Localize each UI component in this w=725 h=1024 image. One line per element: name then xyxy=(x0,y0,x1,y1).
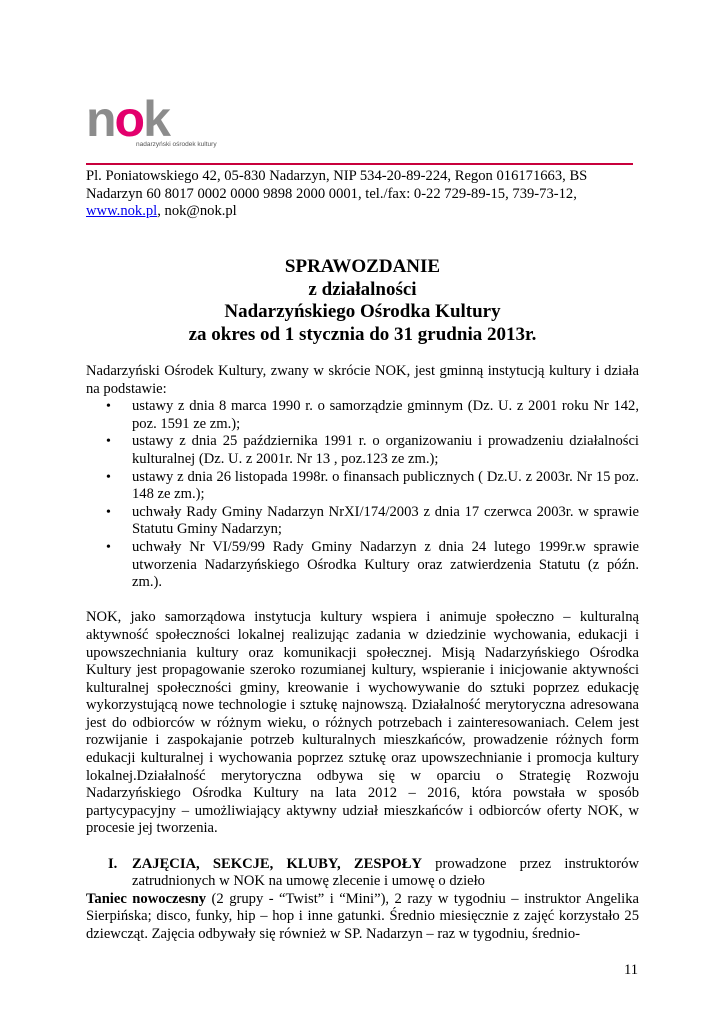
header-divider xyxy=(86,163,633,165)
legal-basis-list xyxy=(86,398,639,592)
website-link[interactable]: www.nok.pl xyxy=(86,203,158,220)
document-body xyxy=(86,363,639,944)
list-item xyxy=(86,539,639,592)
list-item-text: ustawy z dnia 26 listopada 1998r. o finansach publicznych ( Dz.U. z 2003r. Nr 15 poz. 148 ze zm.); xyxy=(132,468,639,503)
dance-label: Taniec nowoczesny xyxy=(86,890,207,907)
intro-paragraph: Nadarzyński Ośrodek Kultury, zwany w skrócie NOK, jest gminną instytucją kultury i działa na podstawie: xyxy=(86,363,639,397)
address-line-2: Nadarzyn 60 8017 0002 0000 9898 2000 0001, tel./fax: 0-22 729-89-15, 739-73-12, xyxy=(86,185,577,202)
page-number: 11 xyxy=(623,962,638,978)
logo-letter-k: k xyxy=(143,91,169,147)
dance-text: (2 grupy - “Twist” i “Mini”), 2 razy w tygodniu – instruktor Angelika Sierpińska; disco, funky, hip – hop i inne gatunki. Średnio miesięcznie z zajęć korzystało 25 dziewcząt. Zajęcia odbywały się również w SP. Nadarzyn – raz w tygodniu, średnio- xyxy=(86,890,639,942)
email-text: , nok@nok.pl xyxy=(157,203,237,220)
logo-subtitle: nadarzyński ośrodek kultury xyxy=(136,141,217,148)
section-heading xyxy=(86,856,639,891)
section-subtitle: prowadzone przez instruktorów zatrudnionych w NOK na umowę zlecenie i umowę o dzieło xyxy=(132,855,639,890)
title-line-2: z działalności xyxy=(308,278,417,300)
section-title: ZAJĘCIA, SEKCJE, KLUBY, ZESPOŁY xyxy=(132,855,422,872)
document-title xyxy=(86,256,639,346)
title-line-1: SPRAWOZDANIE xyxy=(284,256,441,277)
address-line-1: Pl. Poniatowskiego 42, 05-830 Nadarzyn, NIP 534-20-89-224, Regon 016171663, BS xyxy=(86,168,588,184)
logo-wordmark xyxy=(86,91,169,147)
address-block xyxy=(86,168,639,221)
bullet-icon: • xyxy=(106,539,111,555)
bullet-icon: • xyxy=(106,434,111,450)
list-item-text: ustawy z dnia 25 października 1991 r. o organizowaniu i prowadzeniu działalności kulturalnej (Dz. U. z 2001r. Nr 13 , poz.123 ze zm.); xyxy=(132,433,639,467)
bullet-icon: • xyxy=(106,399,111,415)
logo-letter-o: o xyxy=(114,91,144,147)
list-item xyxy=(86,433,639,468)
list-item-text: uchwały Rady Gminy Nadarzyn NrXI/174/2003 z dnia 17 czerwca 2003r. w sprawie Statutu Gminy Nadarzyn; xyxy=(132,503,639,538)
list-item-text: ustawy z dnia 8 marca 1990 r. o samorządzie gminnym (Dz. U. z 2001 roku Nr 142, poz. 1591 ze zm.); xyxy=(132,398,639,432)
title-line-4: za okres od 1 stycznia do 31 grudnia 2013r. xyxy=(188,323,537,345)
mission-paragraph: NOK, jako samorządowa instytucja kultury wspiera i animuje społeczno – kulturalną aktywność społeczności lokalnej realizując zadania w dziedzinie wychowania, edukacji i upowszechniania kultury oraz komunikacji społecznej. Misją Nadarzyńskiego Ośrodka Kultury jest propagowanie szeroko rozumianej kultury, wspieranie i inicjowanie aktywności kulturalnej społeczności gminy, kreowanie i wychowywanie do sztuki poprzez edukację wykorzystującą nowe technologie i sztukę najnowszą. Działalność merytoryczna adresowana jest do odbiorców w różnym wieku, o różnych potrzebach i zainteresowaniach. Celem jest rozwijanie i zaspokajanie potrzeb kulturalnych mieszkańców, prowadzenie różnych form edukacji kulturalnej i wychowania poprzez sztukę oraz upowszechnianie i promocja kultury lokalnej.Działalność merytoryczna odbywa się w oparciu o Strategię Rozwoju Nadarzyńskiego Ośrodka Kultury na lata 2012 – 2016, która powstała w sposób partycypacyjny – umożliwiający aktywny udział mieszkańców i odbiorców oferty NOK, w procesie jej tworzenia. xyxy=(86,609,639,837)
dance-paragraph xyxy=(86,891,639,944)
spacer xyxy=(86,592,639,610)
list-item xyxy=(86,504,639,539)
bullet-icon: • xyxy=(106,504,111,520)
nok-logo xyxy=(86,91,217,158)
title-line-3: Nadarzyńskiego Ośrodka Kultury xyxy=(224,301,501,322)
spacer xyxy=(86,838,639,856)
list-item xyxy=(86,469,639,504)
bullet-icon: • xyxy=(106,469,111,485)
contact-line xyxy=(86,203,639,221)
list-item xyxy=(86,398,639,433)
list-item-text: uchwały Nr VI/59/99 Rady Gminy Nadarzyn z dnia 24 lutego 1999r.w sprawie utworzenia Nadarzyńskiego Ośrodka Kultury oraz zatwierdzenia Statutu (z późn. zm.). xyxy=(132,538,639,591)
section-number: I. xyxy=(108,855,118,872)
logo-letter-n: n xyxy=(86,91,115,147)
